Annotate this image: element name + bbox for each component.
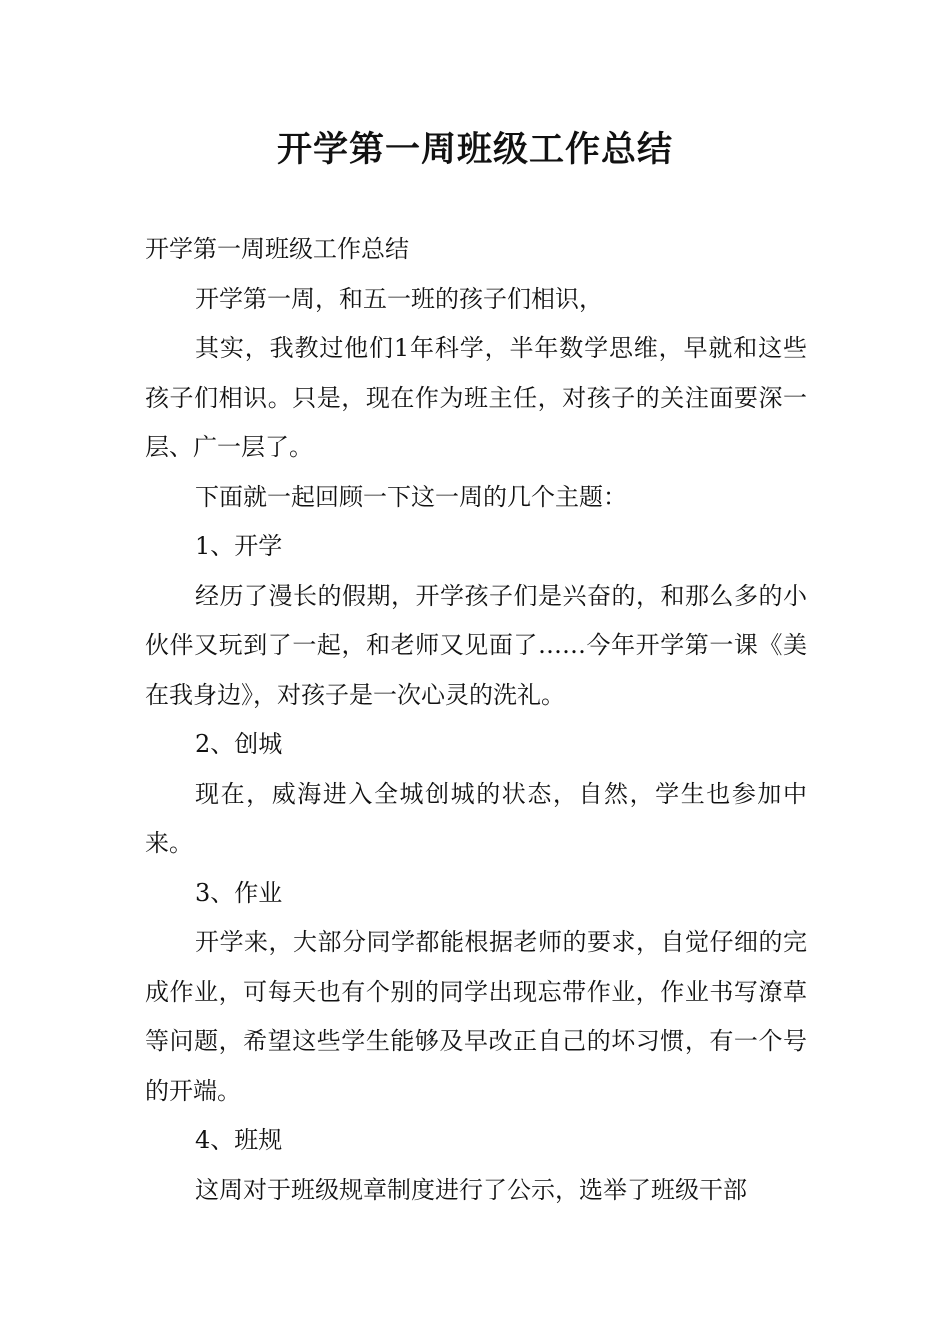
section-heading-homework: 3、作业 [195,878,283,907]
paragraph-city: 现在，威海进入全城创城的状态，自然，学生也参加中来。 [145,779,807,857]
section-heading-rules: 4、班规 [195,1126,283,1154]
paragraph-opening: 经历了漫长的假期，开学孩子们是兴奋的，和那么多的小伙伴又玩到了一起，和老师又见面了……今年开学第一课《美在我身边》，对孩子是一次心灵的洗礼。 [145,581,807,709]
paragraph-background: 其实，我教过他们1年科学，半年数学思维，早就和这些孩子们相识。只是，现在作为班主任，对孩子的关注面要深一层、广一层了。 [145,334,807,461]
document-title: 开学第一周班级工作总结 [276,130,673,170]
paragraph-homework: 开学来，大部分同学都能根据老师的要求，自觉仔细的完成作业，可每天也有个别的同学出现忘带作业，作业书写潦草等问题，希望这些学生能够及早改正自己的坏习惯，有一个号的开端。 [145,928,807,1105]
section-heading-city: 2、创城 [195,730,283,758]
paragraph-intro: 开学第一周，和五一班的孩子们相识， [195,284,603,313]
document-body [145,225,807,1215]
body-heading: 开学第一周班级工作总结 [145,235,409,263]
paragraph-rules: 这周对于班级规章制度进行了公示，选举了班级干部 [195,1175,747,1204]
section-heading-opening: 1、开学 [195,532,283,560]
paragraph-review-lead: 下面就一起回顾一下这一周的几个主题： [195,482,627,511]
